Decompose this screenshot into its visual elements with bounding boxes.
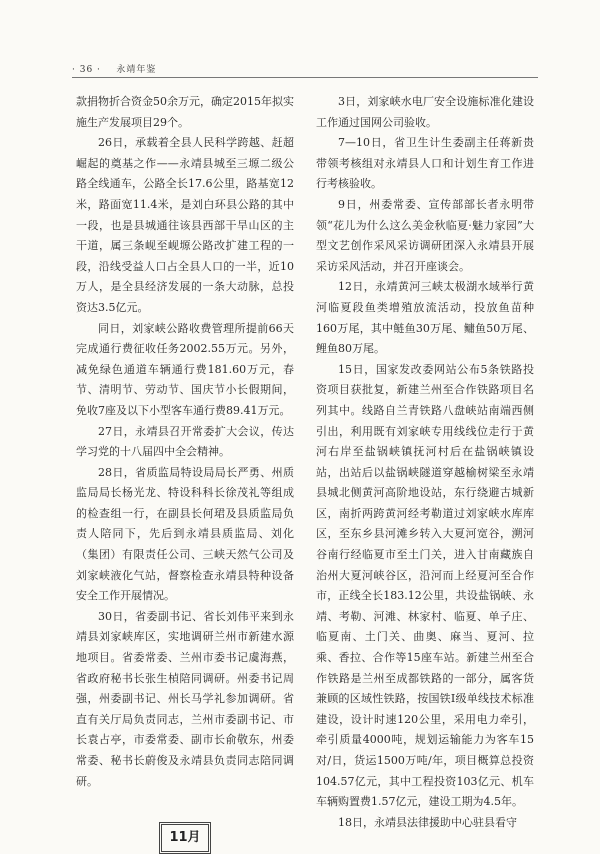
running-header — [72, 62, 537, 75]
paragraph: 30日，省委副书记、省长刘伟平来到永靖县刘家峡库区，实地调研兰州市新建水源地项目。省委常委、兰州市委书记虞海燕，省政府秘书长张生楨陪同调研。州委书记周强，州委副书记、州长马学礼参加调研。省直有关厅局负责同志，兰州市委副书记、市长袁占亭，市委常委、副市长俞敬东，州委常委、秘书长蔚俊及永靖县负责同志陪同调研。 — [76, 609, 294, 788]
page-number: · 36 · — [72, 65, 101, 75]
paragraph: 15日，国家发改委网站公布5条铁路投资项目获批复，新建兰州至合作铁路项目名列其中。线路自兰青铁路八盘峡站南端西侧引出，利用既有刘家峡专用线线位走行于黄河右岸至盐锅峡镇抚河村后在盐锅峡镇设站，出站后以盐锅峡隧道穿越榆树梁至永靖县城北侧黄河高阶地设站，东行绕避古城新区，南折两跨黄河经考勒道过刘家峡水库库区，至东乡县河滩乡转入大夏河宽谷，溯河谷南行经临夏市至土门关，进入甘南藏族自治州大夏河峡谷区，沿河而上经夏河至合作市，正线全长183.12公里，共设盐锅峡、永靖、考勒、河滩、林家村、临夏、单子庄、临夏南、土门关、曲奥、麻当、夏河、拉乘、香拉、合作等15座车站。新建兰州至合作铁路是兰州至成都铁路的一部分，属客货兼顾的区域性铁路，按国铁Ⅰ级单线技术标准建设，设计时速120公里，采用电力牵引，牵引质量4000吨，规划运输能力为客车15对/日，货运1500万吨/年，项目概算总投资104.57亿元，其中工程投资103亿元、机车车辆购置费1.57亿元，建设工期为4.5年。 — [316, 362, 534, 809]
paragraph: 同日，刘家峡公路收费管理所提前66天完成通行费征收任务2002.55万元。另外，减免绿色通道车辆通行费181.60万元，春节、清明节、劳动节、国庆节小长假期间，免收7座及以下小型客车通行费89.41万元。 — [76, 321, 294, 417]
paragraph: 26日，承载着全县人民科学跨越、赶超崛起的奠基之作——永靖县城至三塬二级公路全线通车，公路全长17.6公里，路基宽12米，路面宽11.4米，是刘白环县公路的其中一段，也是县城通往该县西部干旱山区的主干道，属三条岘至岘塬公路改扩建工程的一段，沿线受益人口占全县人口的一半，近10万人，是全县经济发展的一条大动脉，总投资达3.5亿元。 — [76, 136, 294, 314]
right-column — [316, 92, 534, 833]
left-column — [76, 92, 294, 854]
paragraph: 款捐物折合资金50余万元，确定2015年拟实施生产发展项目29个。 — [76, 95, 294, 129]
header-divider — [72, 77, 538, 78]
month-heading: 11月 — [159, 822, 211, 854]
paragraph: 3日，刘家峡水电厂安全设施标准化建设工作通过国网公司验收。 — [316, 95, 534, 129]
paragraph: 27日，永靖县召开常委扩大会议，传达学习党的十八届四中全会精神。 — [76, 424, 294, 459]
paragraph: 9日，州委常委、宣传部部长者永明带领“花儿为什么这么美金秋临夏·魅力家园”大型文艺创作采风采访调研团深入永靖县开展采访采风活动，并召开座谈会。 — [316, 197, 534, 273]
paragraph: 28日，省质监局特设局局长严勇、州质监局局长杨光龙、特设科科长徐茂礼等组成的检查组一行，在副县长何珺及县质监局负责人陪同下，先后到永靖县质监局、刘化（集团）有限责任公司、三峡天然气公司及刘家峡液化气站，督察检查永靖县特种设备安全工作开展情况。 — [76, 465, 294, 603]
paragraph: 12日，永靖黄河三峡太极湖水域举行黄河临夏段鱼类增殖放流活动，投放鱼苗种160万尾，其中鲢鱼30万尾、鳙鱼50万尾、鲤鱼80万尾。 — [316, 280, 534, 356]
paragraph: 7—10日，省卫生计生委副主任蒋新贵带领考核组对永靖县人口和计划生育工作进行考核验收。 — [316, 136, 534, 191]
book-title: 永靖年鉴 — [116, 65, 157, 75]
paragraph: 18日，永靖县法律援助中心驻县看守 — [338, 815, 517, 829]
